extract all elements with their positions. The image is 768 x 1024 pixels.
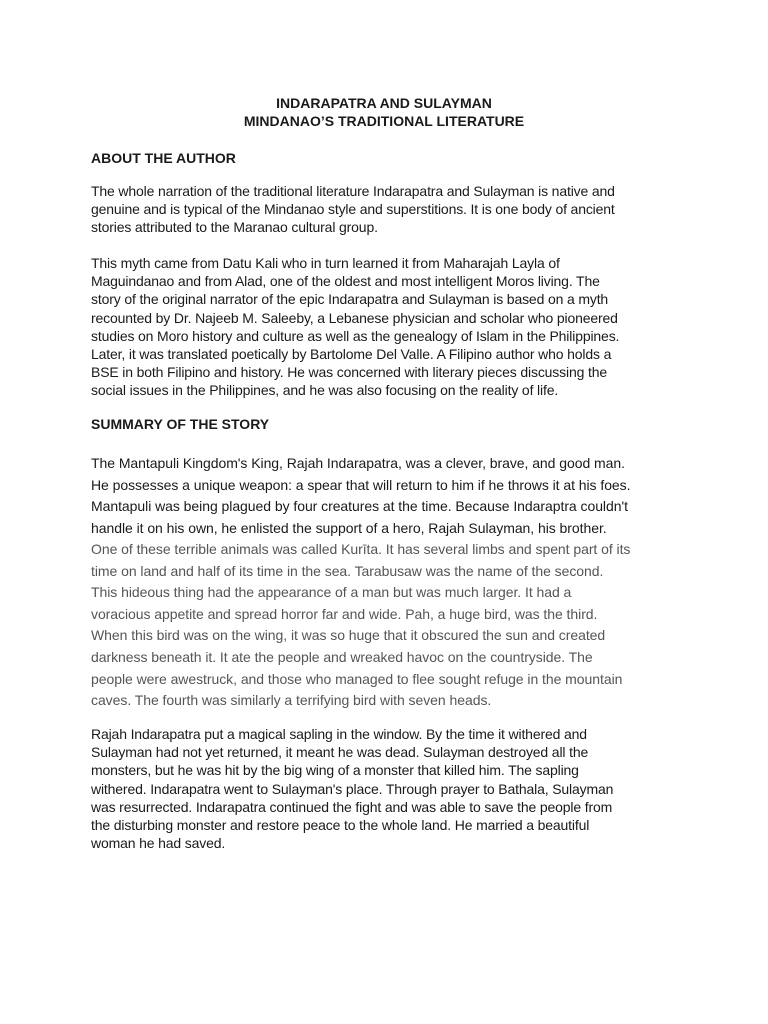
text-line: the disturbing monster and restore peace to the whole land. He married a beautiful [91, 817, 590, 834]
text-line: woman he had saved. [91, 835, 226, 852]
text-line: caves. The fourth was similarly a terrifying bird with seven heads. [91, 692, 492, 709]
text-line: story of the original narrator of the epic Indarapatra and Sulayman is based on a myth [91, 291, 609, 308]
text-line: darkness beneath it. It ate the people and wreaked havoc on the countryside. The [91, 648, 593, 665]
text-line: Rajah Indarapatra put a magical sapling in the window. By the time it withered and [91, 726, 587, 742]
text-line: The whole narration of the traditional literature Indarapatra and Sulayman is native and [91, 183, 615, 199]
paragraph-narration-origin [91, 182, 691, 237]
text-line: This myth came from Datu Kali who in turn learned it from Maharajah Layla of [91, 255, 560, 271]
text-line: He possesses a unique weapon: a spear that will return to him if he throws it at his foes. [91, 476, 631, 493]
text-line: was resurrected. Indarapatra continued the fight and was able to save the people from [91, 798, 613, 815]
paragraph-myth-source [91, 254, 691, 400]
text-line: Sulayman had not yet returned, it meant he was dead. Sulayman destroyed all the [91, 744, 589, 761]
title-line-2: MINDANAO’S TRADITIONAL LITERATURE [243, 113, 525, 129]
text-line: The Mantapuli Kingdom's King, Rajah Indarapatra, was a clever, brave, and good man. [91, 455, 625, 471]
section-heading-about-author: ABOUT THE AUTHOR [91, 150, 236, 166]
section-heading-summary: SUMMARY OF THE STORY [91, 416, 270, 432]
text-line: This hideous thing had the appearance of a man but was much larger. It had a [91, 584, 572, 601]
text-line: When this bird was on the wing, it was so huge that it obscured the sun and created [91, 627, 606, 644]
text-line: BSE in both Filipino and history. He was concerned with literary pieces discussing the [91, 364, 607, 381]
text-line: voracious appetite and spread horror far and wide. Pah, a huge bird, was the third. [91, 605, 598, 622]
paragraph-king-introduction [91, 453, 691, 539]
text-line: studies on Moro history and culture as well as the genealogy of Islam in the Philippines. [91, 327, 620, 344]
text-line: handle it on his own, he enlisted the support of a hero, Rajah Sulayman, his brother. [91, 519, 607, 536]
paragraph-monsters [91, 539, 691, 712]
text-line: monsters, but he was hit by the big wing of a monster that killed him. The sapling [91, 762, 579, 779]
text-line: withered. Indarapatra went to Sulayman's place. Through prayer to Bathala, Sulayman [91, 780, 614, 797]
title-line-1: INDARAPATRA AND SULAYMAN [276, 95, 492, 111]
text-line: people were awestruck, and those who managed to flee sought refuge in the mountain [91, 670, 623, 687]
text-line: Maguindanao and from Alad, one of the oldest and most intelligent Moros living. The [91, 273, 600, 290]
text-line: stories attributed to the Maranao cultural group. [91, 219, 378, 236]
document-title [0, 94, 768, 130]
text-line: genuine and is typical of the Mindanao style and superstitions. It is one body of ancient [91, 201, 615, 218]
text-line: social issues in the Philippines, and he was also focusing on the reality of life. [91, 382, 559, 399]
text-line: recounted by Dr. Najeeb M. Saleeby, a Lebanese physician and scholar who pioneered [91, 309, 618, 326]
text-line: One of these terrible animals was called Kurīta. It has several limbs and spent part of its [91, 541, 631, 557]
text-line: Mantapuli was being plagued by four creatures at the time. Because Indaraptra couldn't [91, 498, 628, 515]
text-line: time on land and half of its time in the sea. Tarabusaw was the name of the second. [91, 562, 604, 579]
text-line: Later, it was translated poetically by Bartolome Del Valle. A Filipino author who holds a [91, 346, 612, 363]
paragraph-resolution [91, 725, 691, 852]
